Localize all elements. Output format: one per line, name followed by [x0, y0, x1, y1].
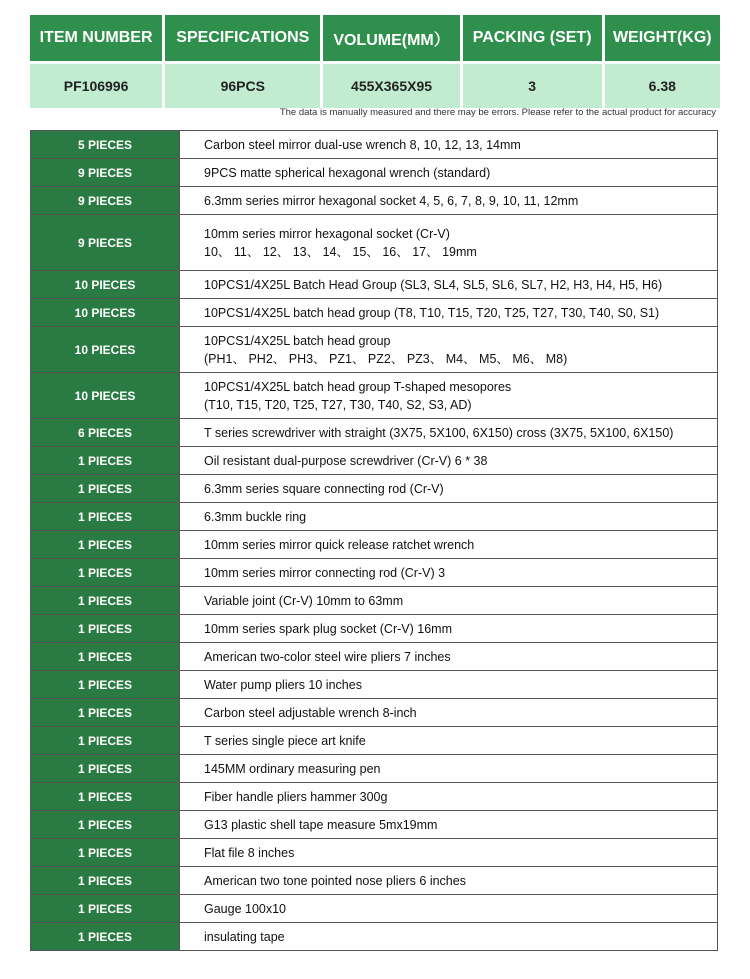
parts-list-body — [31, 131, 718, 951]
description-line-1: 10PCS1/4X25L batch head group T-shaped mesopores — [204, 379, 512, 394]
description-line-1: Fiber handle pliers hammer 300g — [204, 789, 388, 804]
description-line-1: T series screwdriver with straight (3X75, 5X100, 6X150) cross (3X75, 5X100, 6X150) — [204, 425, 674, 440]
table-row — [31, 271, 718, 299]
row-quantity: 1 PIECES — [31, 755, 180, 783]
table-row — [31, 895, 718, 923]
row-description — [180, 923, 718, 951]
description-line-1: Water pump pliers 10 inches — [204, 677, 362, 692]
row-quantity: 10 PIECES — [31, 299, 180, 327]
description-line-2: (PH1、 PH2、 PH3、 PZ1、 PZ2、 PZ3、 M4、 M5、 M6、 M8) — [204, 351, 568, 366]
table-row — [31, 131, 718, 159]
row-description — [180, 587, 718, 615]
row-quantity: 1 PIECES — [31, 839, 180, 867]
table-row — [31, 373, 718, 419]
description-line-1: T series single piece art knife — [204, 733, 366, 748]
table-row — [31, 447, 718, 475]
description-line-1: Flat file 8 inches — [204, 845, 295, 860]
description-line-1: 10mm series spark plug socket (Cr-V) 16mm — [204, 621, 452, 636]
row-quantity: 1 PIECES — [31, 531, 180, 559]
table-row — [31, 299, 718, 327]
description-line-1: insulating tape — [204, 929, 285, 944]
row-quantity: 10 PIECES — [31, 271, 180, 299]
table-row — [31, 159, 718, 187]
description-line-1: 10mm series mirror quick release ratchet wrench — [204, 537, 475, 552]
row-description — [180, 187, 718, 215]
row-quantity: 1 PIECES — [31, 559, 180, 587]
row-quantity: 1 PIECES — [31, 783, 180, 811]
description-line-1: American two-color steel wire pliers 7 inches — [204, 649, 451, 664]
row-description — [180, 475, 718, 503]
row-description — [180, 895, 718, 923]
description-line-1: Variable joint (Cr-V) 10mm to 63mm — [204, 593, 404, 608]
row-quantity: 1 PIECES — [31, 475, 180, 503]
row-description — [180, 373, 718, 419]
header-item-number: ITEM NUMBER — [30, 15, 165, 61]
description-line-1: 6.3mm buckle ring — [204, 509, 307, 524]
table-row — [31, 531, 718, 559]
row-description — [180, 559, 718, 587]
row-description — [180, 447, 718, 475]
row-description — [180, 783, 718, 811]
description-line-1: 10mm series mirror hexagonal socket (Cr-V) — [204, 226, 450, 241]
row-quantity: 1 PIECES — [31, 895, 180, 923]
description-line-1: Carbon steel mirror dual-use wrench 8, 10, 12, 13, 14mm — [204, 137, 521, 152]
row-quantity: 6 PIECES — [31, 419, 180, 447]
row-quantity: 1 PIECES — [31, 727, 180, 755]
description-line-1: 10PCS1/4X25L batch head group (T8, T10, T15, T20, T25, T27, T30, T40, S0, S1) — [204, 305, 660, 320]
row-description — [180, 867, 718, 895]
row-quantity: 5 PIECES — [31, 131, 180, 159]
description-line-1: American two tone pointed nose pliers 6 inches — [204, 873, 466, 888]
row-description — [180, 643, 718, 671]
row-description — [180, 727, 718, 755]
header-weight: WEIGHT(KG) — [605, 15, 720, 61]
table-row — [31, 783, 718, 811]
table-row — [31, 643, 718, 671]
row-quantity: 1 PIECES — [31, 811, 180, 839]
description-line-1: 10mm series mirror connecting rod (Cr-V) 3 — [204, 565, 446, 580]
description-line-1: G13 plastic shell tape measure 5mx19mm — [204, 817, 438, 832]
row-quantity: 1 PIECES — [31, 643, 180, 671]
row-quantity: 1 PIECES — [31, 615, 180, 643]
description-line-2: (T10, T15, T20, T25, T27, T30, T40, S2, S3, AD) — [204, 397, 472, 412]
table-row — [31, 671, 718, 699]
value-specifications: 96PCS — [165, 61, 323, 108]
row-quantity: 1 PIECES — [31, 503, 180, 531]
summary-table — [30, 15, 720, 108]
description-line-1: 6.3mm series square connecting rod (Cr-V) — [204, 481, 444, 496]
row-quantity: 1 PIECES — [31, 671, 180, 699]
row-quantity: 1 PIECES — [31, 867, 180, 895]
row-quantity: 1 PIECES — [31, 587, 180, 615]
table-row — [31, 327, 718, 373]
row-description — [180, 531, 718, 559]
row-description — [180, 671, 718, 699]
value-item-number: PF106996 — [30, 61, 165, 108]
table-row — [31, 587, 718, 615]
value-weight: 6.38 — [605, 61, 720, 108]
parts-list-table — [30, 130, 718, 951]
table-row — [31, 811, 718, 839]
row-description — [180, 503, 718, 531]
header-specifications: SPECIFICATIONS — [165, 15, 323, 61]
row-description — [180, 271, 718, 299]
table-row — [31, 215, 718, 271]
table-row — [31, 727, 718, 755]
value-packing: 3 — [463, 61, 605, 108]
table-row — [31, 923, 718, 951]
row-description — [180, 215, 718, 271]
row-quantity: 9 PIECES — [31, 159, 180, 187]
row-description — [180, 699, 718, 727]
row-quantity: 10 PIECES — [31, 373, 180, 419]
description-line-1: Oil resistant dual-purpose screwdriver (Cr-V) 6 * 38 — [204, 453, 488, 468]
disclaimer-note: The data is manually measured and there may be errors. Please refer to the actual product for accuracy — [279, 107, 716, 118]
table-row — [31, 615, 718, 643]
row-description — [180, 159, 718, 187]
row-quantity: 1 PIECES — [31, 699, 180, 727]
row-quantity: 9 PIECES — [31, 187, 180, 215]
row-description — [180, 615, 718, 643]
row-quantity: 9 PIECES — [31, 215, 180, 271]
description-line-1: 9PCS matte spherical hexagonal wrench (standard) — [204, 165, 491, 180]
description-line-1: 145MM ordinary measuring pen — [204, 761, 381, 776]
summary-value-row — [30, 61, 720, 108]
description-line-2: 10、 11、 12、 13、 14、 15、 16、 17、 19mm — [204, 244, 477, 259]
description-line-1: 6.3mm series mirror hexagonal socket 4, 5, 6, 7, 8, 9, 10, 11, 12mm — [204, 193, 579, 208]
header-packing: PACKING (SET) — [463, 15, 605, 61]
table-row — [31, 699, 718, 727]
table-row — [31, 503, 718, 531]
row-quantity: 1 PIECES — [31, 923, 180, 951]
description-line-1: Carbon steel adjustable wrench 8-inch — [204, 705, 417, 720]
row-quantity: 10 PIECES — [31, 327, 180, 373]
row-description — [180, 131, 718, 159]
row-description — [180, 811, 718, 839]
row-description — [180, 419, 718, 447]
row-description — [180, 839, 718, 867]
summary-header-row — [30, 15, 720, 61]
table-row — [31, 559, 718, 587]
row-description — [180, 299, 718, 327]
description-line-1: 10PCS1/4X25L Batch Head Group (SL3, SL4, SL5, SL6, SL7, H2, H3, H4, H5, H6) — [204, 277, 663, 292]
row-description — [180, 327, 718, 373]
row-description — [180, 755, 718, 783]
description-line-1: 10PCS1/4X25L batch head group — [204, 333, 391, 348]
table-row — [31, 419, 718, 447]
table-row — [31, 187, 718, 215]
table-row — [31, 839, 718, 867]
row-quantity: 1 PIECES — [31, 447, 180, 475]
header-volume: VOLUME(MM） — [323, 15, 462, 61]
table-row — [31, 867, 718, 895]
table-row — [31, 475, 718, 503]
value-volume: 455X365X95 — [323, 61, 462, 108]
description-line-1: Gauge 100x10 — [204, 901, 287, 916]
table-row — [31, 755, 718, 783]
